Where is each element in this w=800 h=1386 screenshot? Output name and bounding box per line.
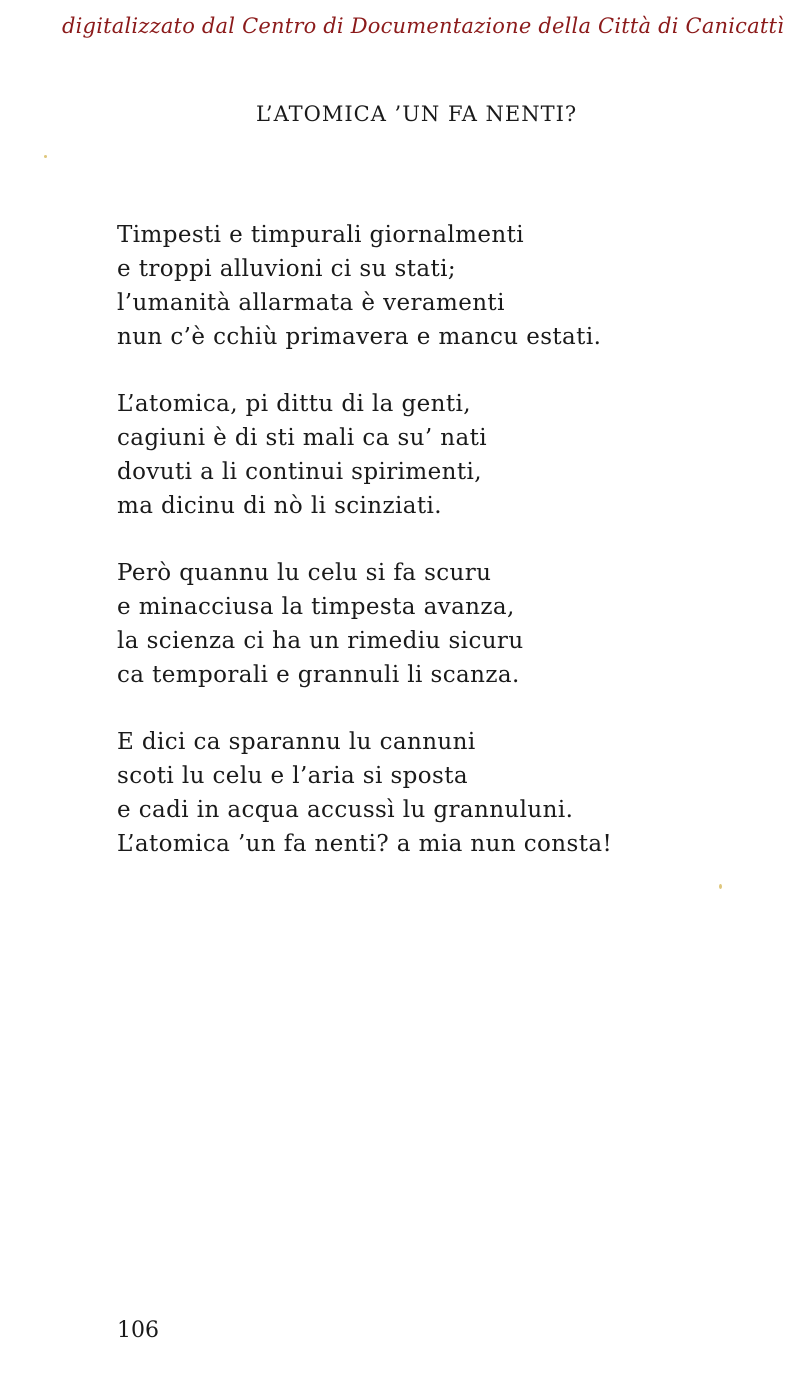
verse-line: ca temporali e grannuli li scanza. — [117, 662, 520, 688]
page-number: 106 — [117, 1318, 159, 1343]
verse-line: scoti lu celu e l’aria si sposta — [117, 763, 468, 789]
verse-line: ma dicinu di nò li scinziati. — [117, 493, 443, 519]
verse-line: l’umanità allarmata è veramenti — [117, 290, 505, 316]
verse-line: e minacciusa la timpesta avanza, — [117, 594, 515, 620]
stanza-2 — [117, 387, 757, 523]
scan-speck — [719, 884, 722, 889]
verse-line: dovuti a li continui spirimenti, — [117, 459, 482, 485]
scan-speck — [44, 155, 47, 158]
stanza-3 — [117, 556, 757, 692]
verse-line: E dici ca sparannu lu cannuni — [117, 729, 476, 755]
verse-line: Timpesti e timpurali giornalmenti — [117, 222, 524, 248]
verse-line: L’atomica, pi dittu di la genti, — [117, 391, 471, 417]
verse-line: Però quannu lu celu si fa scuru — [117, 560, 492, 586]
verse-line: cagiuni è di sti mali ca su’ nati — [117, 425, 488, 451]
verse-line: L’atomica ’un fa nenti? a mia nun consta! — [117, 831, 613, 857]
verse-line: la scienza ci ha un rimediu sicuru — [117, 628, 524, 654]
verse-line: e cadi in acqua accussì lu grannuluni. — [117, 797, 574, 823]
stanza-4 — [117, 725, 757, 861]
digitization-watermark: digitalizzato dal Centro di Documentazione della Città di Canicattì — [62, 14, 785, 38]
verse-line: e troppi alluvioni ci su stati; — [117, 256, 457, 282]
poem-body — [117, 218, 757, 894]
stanza-1 — [117, 218, 757, 354]
poem-title: L’ATOMICA ’UN FA NENTI? — [256, 102, 578, 126]
verse-line: nun c’è cchiù primavera e mancu estati. — [117, 324, 602, 350]
